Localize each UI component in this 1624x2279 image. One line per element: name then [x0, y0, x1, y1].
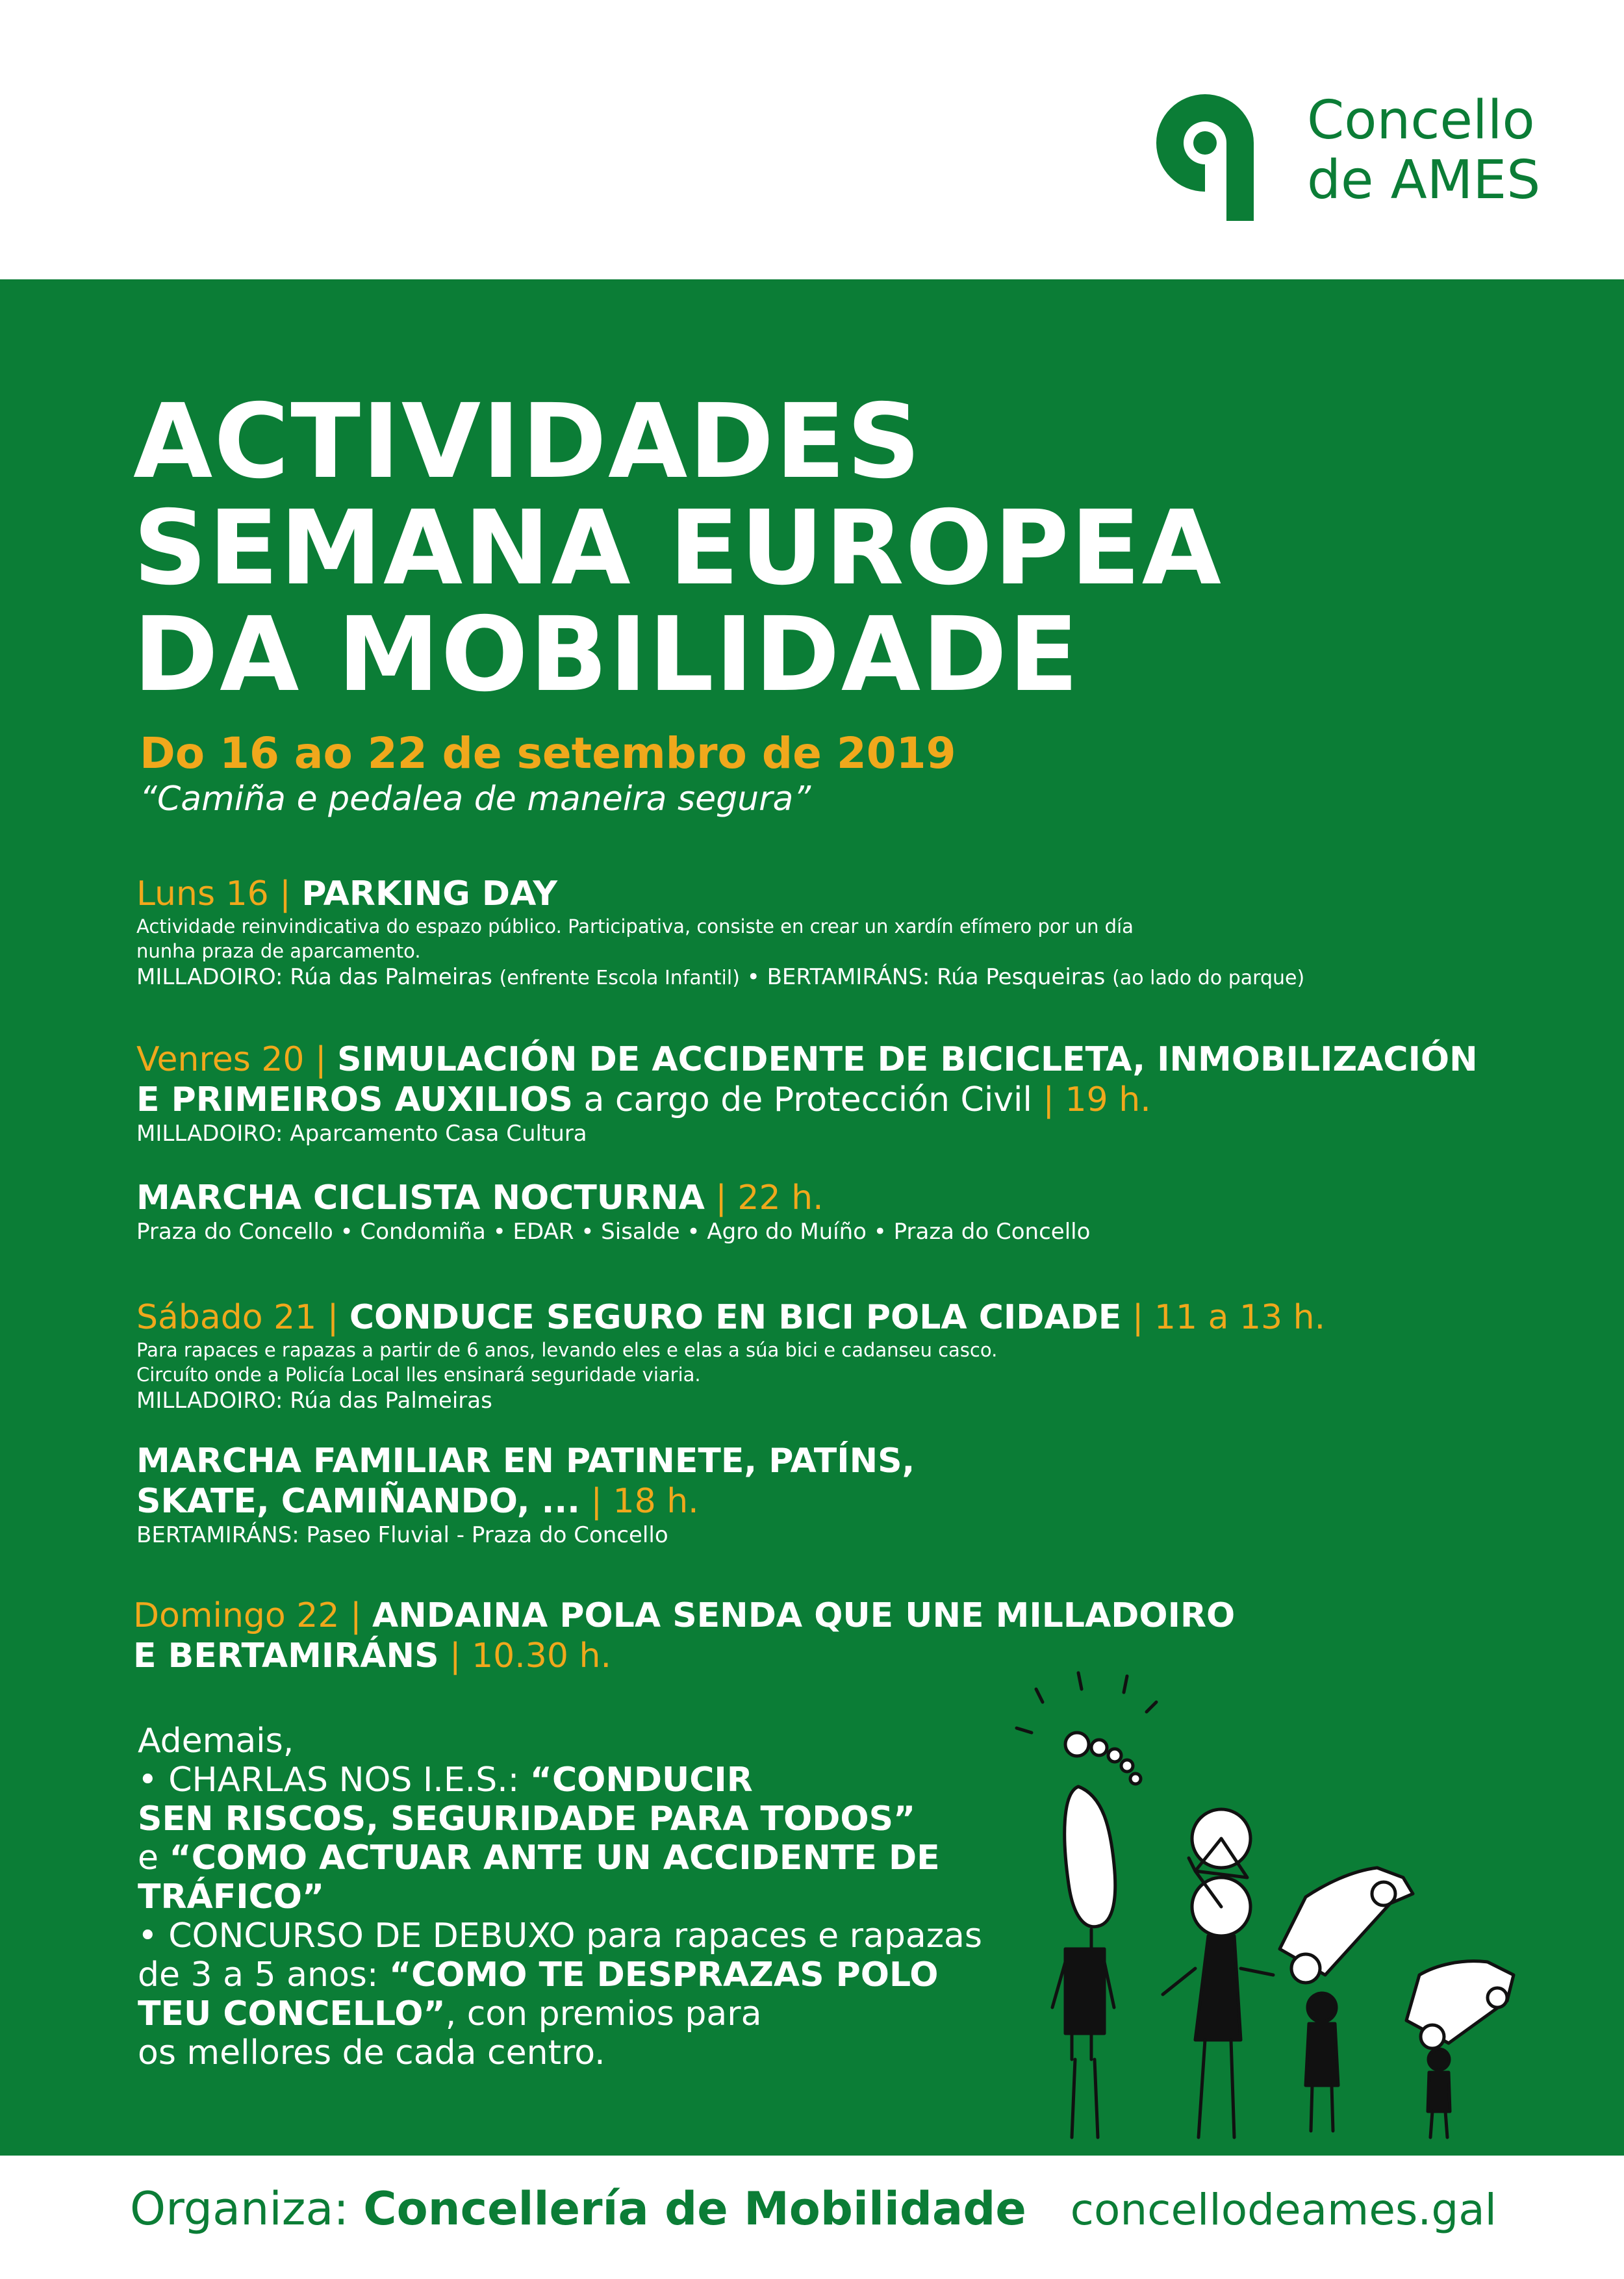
event-simulation: [136, 1039, 1478, 1147]
event-location: MILLADOIRO: Rúa das Palmeiras: [136, 964, 492, 990]
organizer-name: Concellería de Mobilidade: [363, 2182, 1026, 2235]
contest-prizes: , con premios para: [445, 1994, 762, 2033]
event-parking-day: [136, 874, 1304, 992]
event-location: MILLADOIRO: Aparcamento Casa Cultura: [136, 1121, 587, 1147]
event-time: | 22 h.: [715, 1178, 824, 1217]
event-family-march: [136, 1441, 915, 1549]
talks-label: • CHARLAS NOS I.E.S.:: [138, 1761, 520, 1800]
header: [0, 0, 1624, 279]
event-name: E PRIMEIROS AUXILIOS: [136, 1080, 573, 1119]
event-location-note: (ao lado do parque): [1112, 967, 1305, 989]
event-location-note: (enfrente Escola Infantil): [499, 967, 740, 989]
event-name: SIMULACIÓN DE ACCIDENTE DE BICICLETA, INMOBILIZACIÓN: [337, 1040, 1478, 1079]
event-time: | 10.30 h.: [450, 1636, 611, 1675]
event-day: Sábado 21 |: [136, 1298, 339, 1337]
slogan: “Camiña e pedalea de maneira segura”: [140, 780, 811, 819]
date-range: Do 16 ao 22 de setembro de 2019: [140, 728, 956, 778]
event-safe-cycling: [136, 1297, 1325, 1414]
event-description: nunha praza de aparcamento.: [136, 940, 421, 962]
event-name: E BERTAMIRÁNS: [133, 1636, 439, 1675]
contest-ages: de 3 a 5 anos:: [138, 1955, 379, 1994]
event-extra: a cargo de Protección Civil: [583, 1080, 1032, 1119]
talk-title: TRÁFICO”: [138, 1878, 325, 1916]
event-name: MARCHA FAMILIAR EN PATINETE, PATÍNS,: [136, 1442, 915, 1481]
mobility-illustration: [1000, 1670, 1559, 2150]
organizer-label: Organiza:: [130, 2182, 349, 2235]
logo-line-1: Concello: [1307, 90, 1535, 151]
logo-text: [1307, 91, 1540, 210]
ademais-intro: Ademais,: [138, 1722, 294, 1761]
event-time: | 18 h.: [590, 1482, 699, 1521]
title-line-2: SEMANA EUROPEA: [133, 489, 1223, 608]
logo-line-2: de AMES: [1307, 149, 1541, 211]
talk-title: SEN RISCOS, SEGURIDADE PARA TODOS”: [138, 1800, 916, 1839]
event-name: PARKING DAY: [301, 874, 557, 913]
event-location: BERTAMIRÁNS: Paseo Fluvial - Praza do Concello: [136, 1522, 668, 1548]
event-description: Circuíto onde a Policía Local lles ensinará seguridade viaria.: [136, 1364, 701, 1386]
event-location: MILLADOIRO: Rúa das Palmeiras: [136, 1388, 492, 1414]
connector: e: [138, 1839, 159, 1878]
event-name: ANDAINA POLA SENDA QUE UNE MILLADOIRO: [372, 1596, 1236, 1635]
talk-title: “CONDUCIR: [529, 1761, 753, 1800]
page-title: [133, 382, 1223, 715]
contest-label: • CONCURSO DE DEBUXO para rapaces e rapazas: [138, 1916, 982, 1955]
event-description: Actividade reinvindicativa do espazo público. Participativa, consiste en crear un xardín efímero por un día: [136, 915, 1134, 937]
event-night-ride: [136, 1178, 1090, 1245]
talk-title: “COMO ACTUAR ANTE UN ACCIDENTE DE: [169, 1839, 940, 1878]
event-time: | 19 h.: [1043, 1080, 1151, 1119]
event-name: MARCHA CICLISTA NOCTURNA: [136, 1178, 705, 1217]
contest-title: “COMO TE DESPRAZAS POLO: [388, 1955, 939, 1994]
website-link[interactable]: concellodeames.gal: [1070, 2185, 1497, 2235]
separator: •: [746, 964, 760, 990]
title-line-3: DA MOBILIDADE: [133, 595, 1080, 715]
event-time: | 11 a 13 h.: [1132, 1298, 1326, 1337]
event-walk: [133, 1596, 1235, 1676]
event-location: BERTAMIRÁNS: Rúa Pesqueiras: [767, 964, 1106, 990]
event-day: Luns 16 |: [136, 874, 291, 913]
contest-winners: os mellores de cada centro.: [138, 2033, 605, 2072]
contest-title: TEU CONCELLO”: [138, 1994, 446, 2033]
event-day: Domingo 22 |: [133, 1596, 362, 1635]
event-route: Praza do Concello • Condomiña • EDAR • Sisalde • Agro do Muíño • Praza do Concello: [136, 1219, 1091, 1245]
event-name: SKATE, CAMIÑANDO, ...: [136, 1482, 580, 1521]
event-name: CONDUCE SEGURO EN BICI POLA CIDADE: [349, 1298, 1122, 1337]
additional-activities: [138, 1722, 982, 2072]
concello-ames-logo-icon: [1143, 71, 1267, 221]
organizer: [130, 2182, 1026, 2236]
event-description: Para rapaces e rapazas a partir de 6 anos, levando eles e elas a súa bici e cadanseu casco.: [136, 1339, 998, 1361]
event-day: Venres 20 |: [136, 1040, 327, 1079]
title-line-1: ACTIVIDADES: [133, 382, 922, 502]
